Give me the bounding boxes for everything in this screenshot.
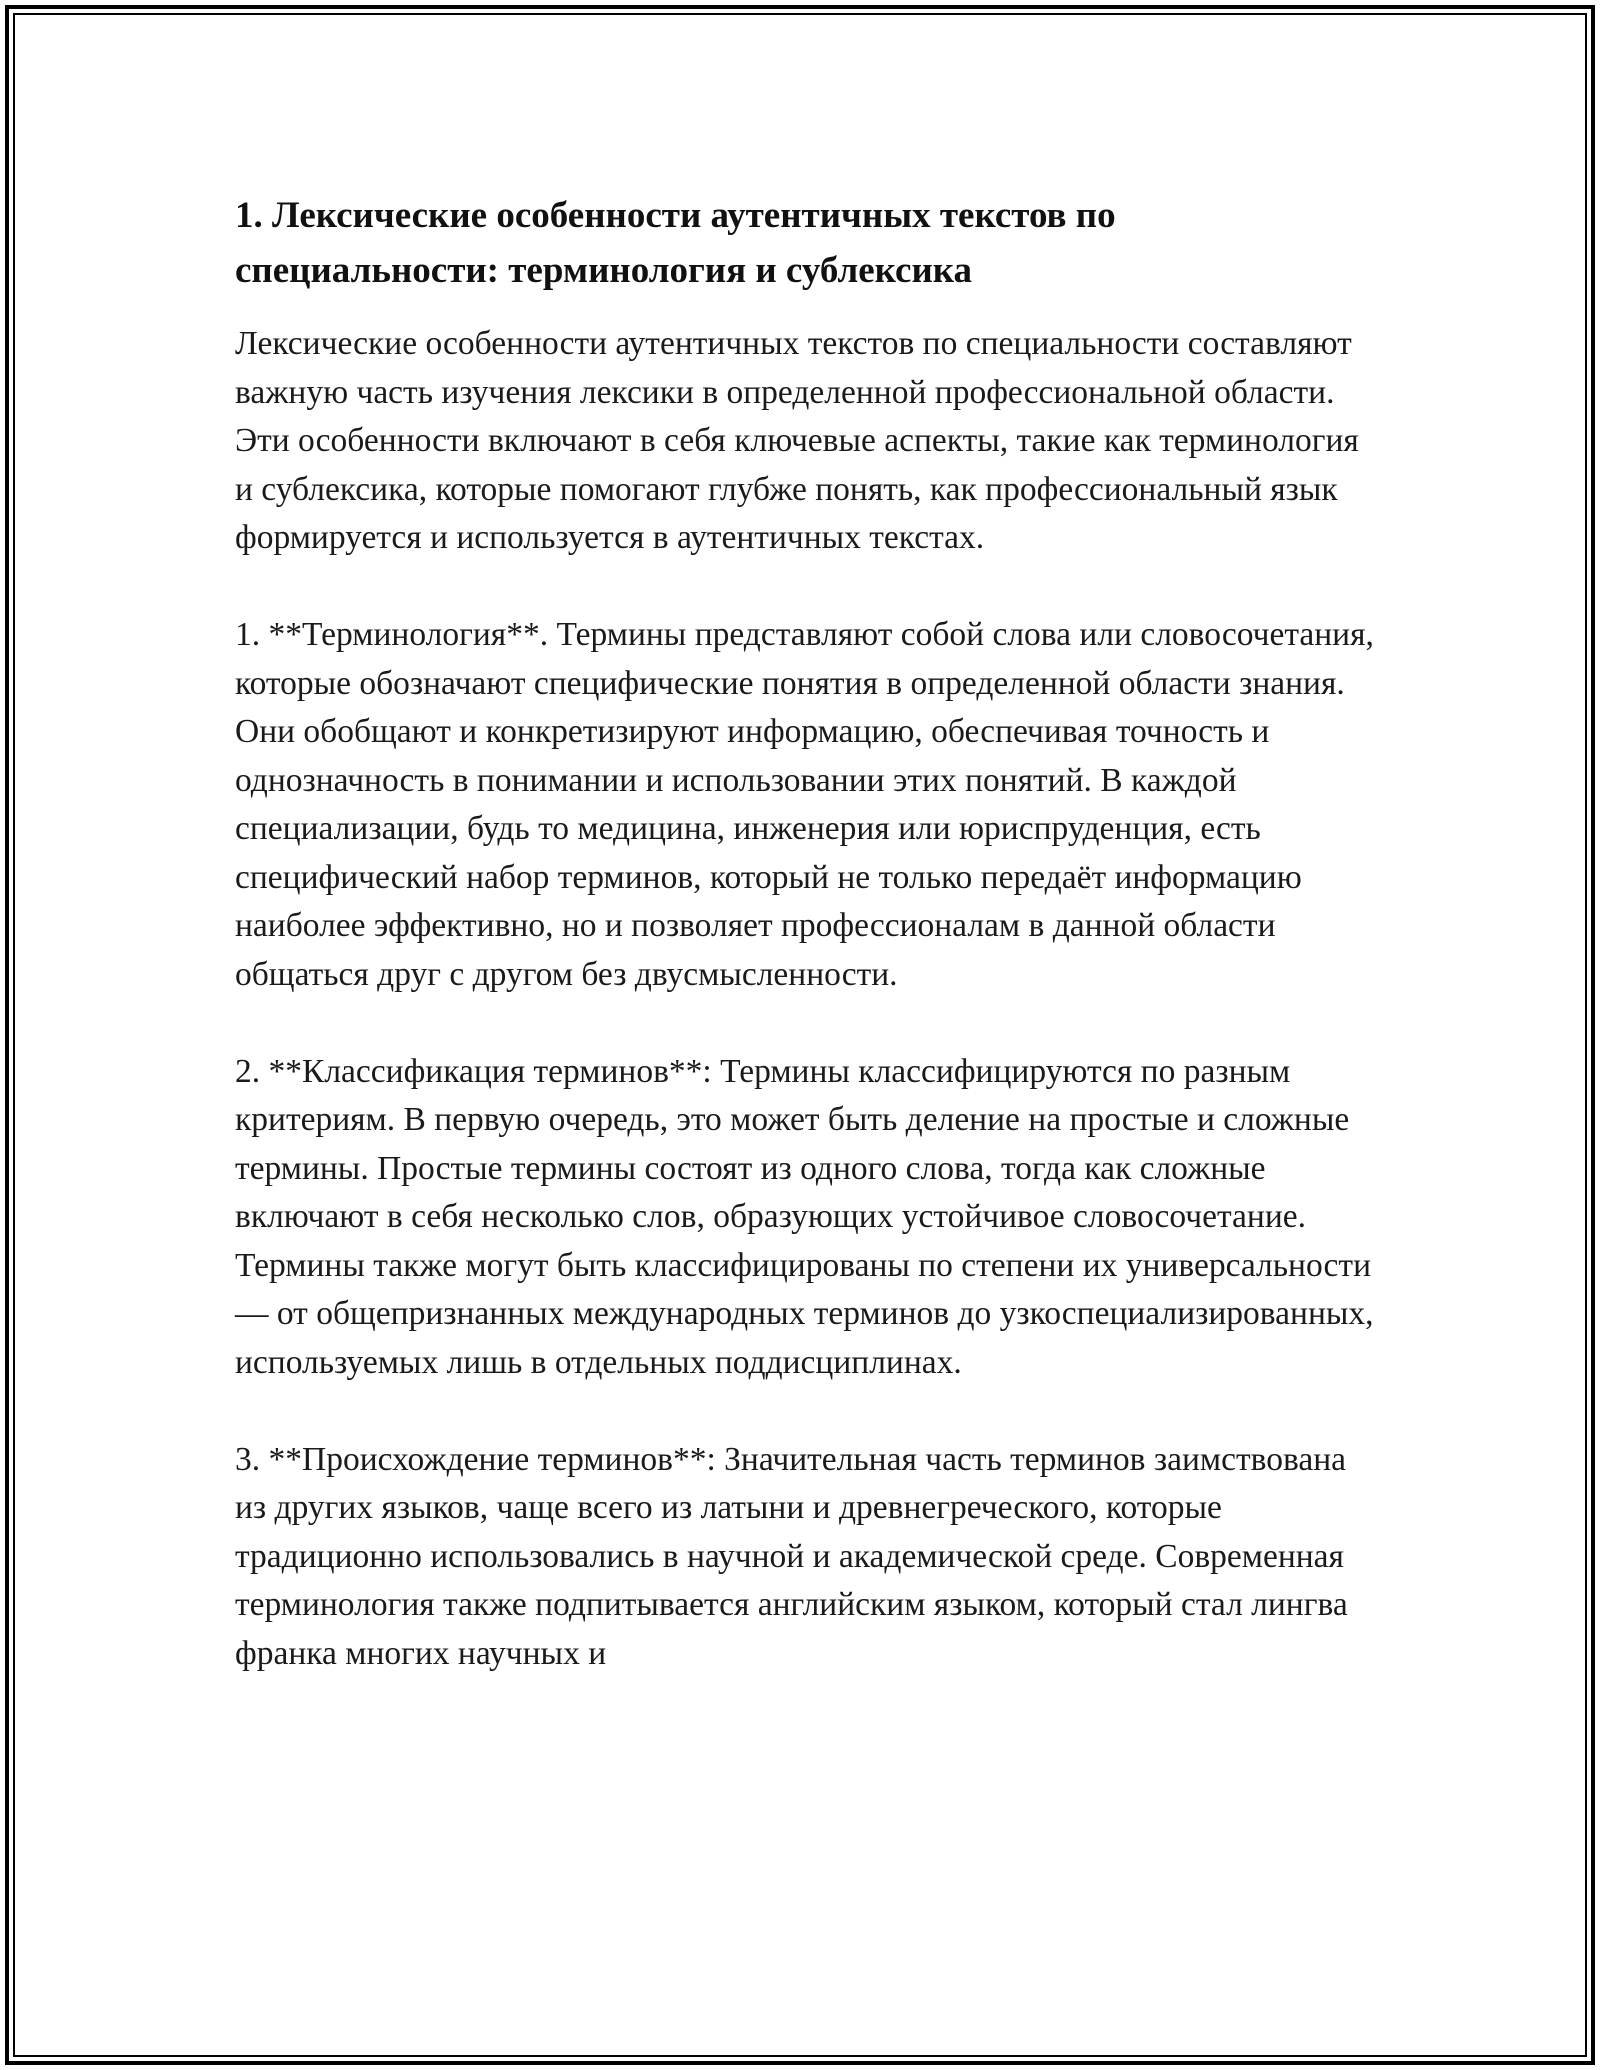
term-origin-paragraph: 3. **Происхождение терминов**: Значительная часть терминов заимствована из других языков, чаще всего из латыни и древнегреческого, которые традиционно использовались в научной и академической среде. Современная терминология также подпитывается английским языком, который стал лингва франка многих научных и xyxy=(235,1440,1348,1672)
document-body xyxy=(235,188,1375,1678)
section-heading: 1. Лексические особенности аутентичных текстов по специальности: терминология и сублексика xyxy=(235,195,1116,291)
terminology-paragraph: 1. **Терминология**. Термины представляют собой слова или словосочетания, которые обозначают специфические понятия в определенной области знания. Они обобщают и конкретизируют информацию, обеспечивая точность и однозначность в понимании и использовании этих понятий. В каждой специализации, будь то медицина, инженерия или юриспруденция, есть специфический набор терминов, который не только передаёт информацию наиболее эффективно, но и позволяет профессионалам в данной области общаться друг с другом без двусмысленности. xyxy=(235,616,1374,993)
intro-paragraph: Лексические особенности аутентичных текстов по специальности составляют важную часть изучения лексики в определенной профессиональной области. Эти особенности включают в себя ключевые аспекты, такие как терминология и сублексика, которые помогают глубже понять, как профессиональный язык формируется и используется в аутентичных текстах. xyxy=(235,325,1359,556)
term-classification-paragraph: 2. **Классификация терминов**: Термины классифицируются по разным критериям. В первую очередь, это может быть деление на простые и сложные термины. Простые термины состоят из одного слова, тогда как сложные включают в себя несколько слов, образующих устойчивое словосочетание. Термины также могут быть классифицированы по степени их универсальности — от общепризнанных международных терминов до узкоспециализированных, используемых лишь в отдельных поддисциплинах. xyxy=(235,1052,1374,1381)
